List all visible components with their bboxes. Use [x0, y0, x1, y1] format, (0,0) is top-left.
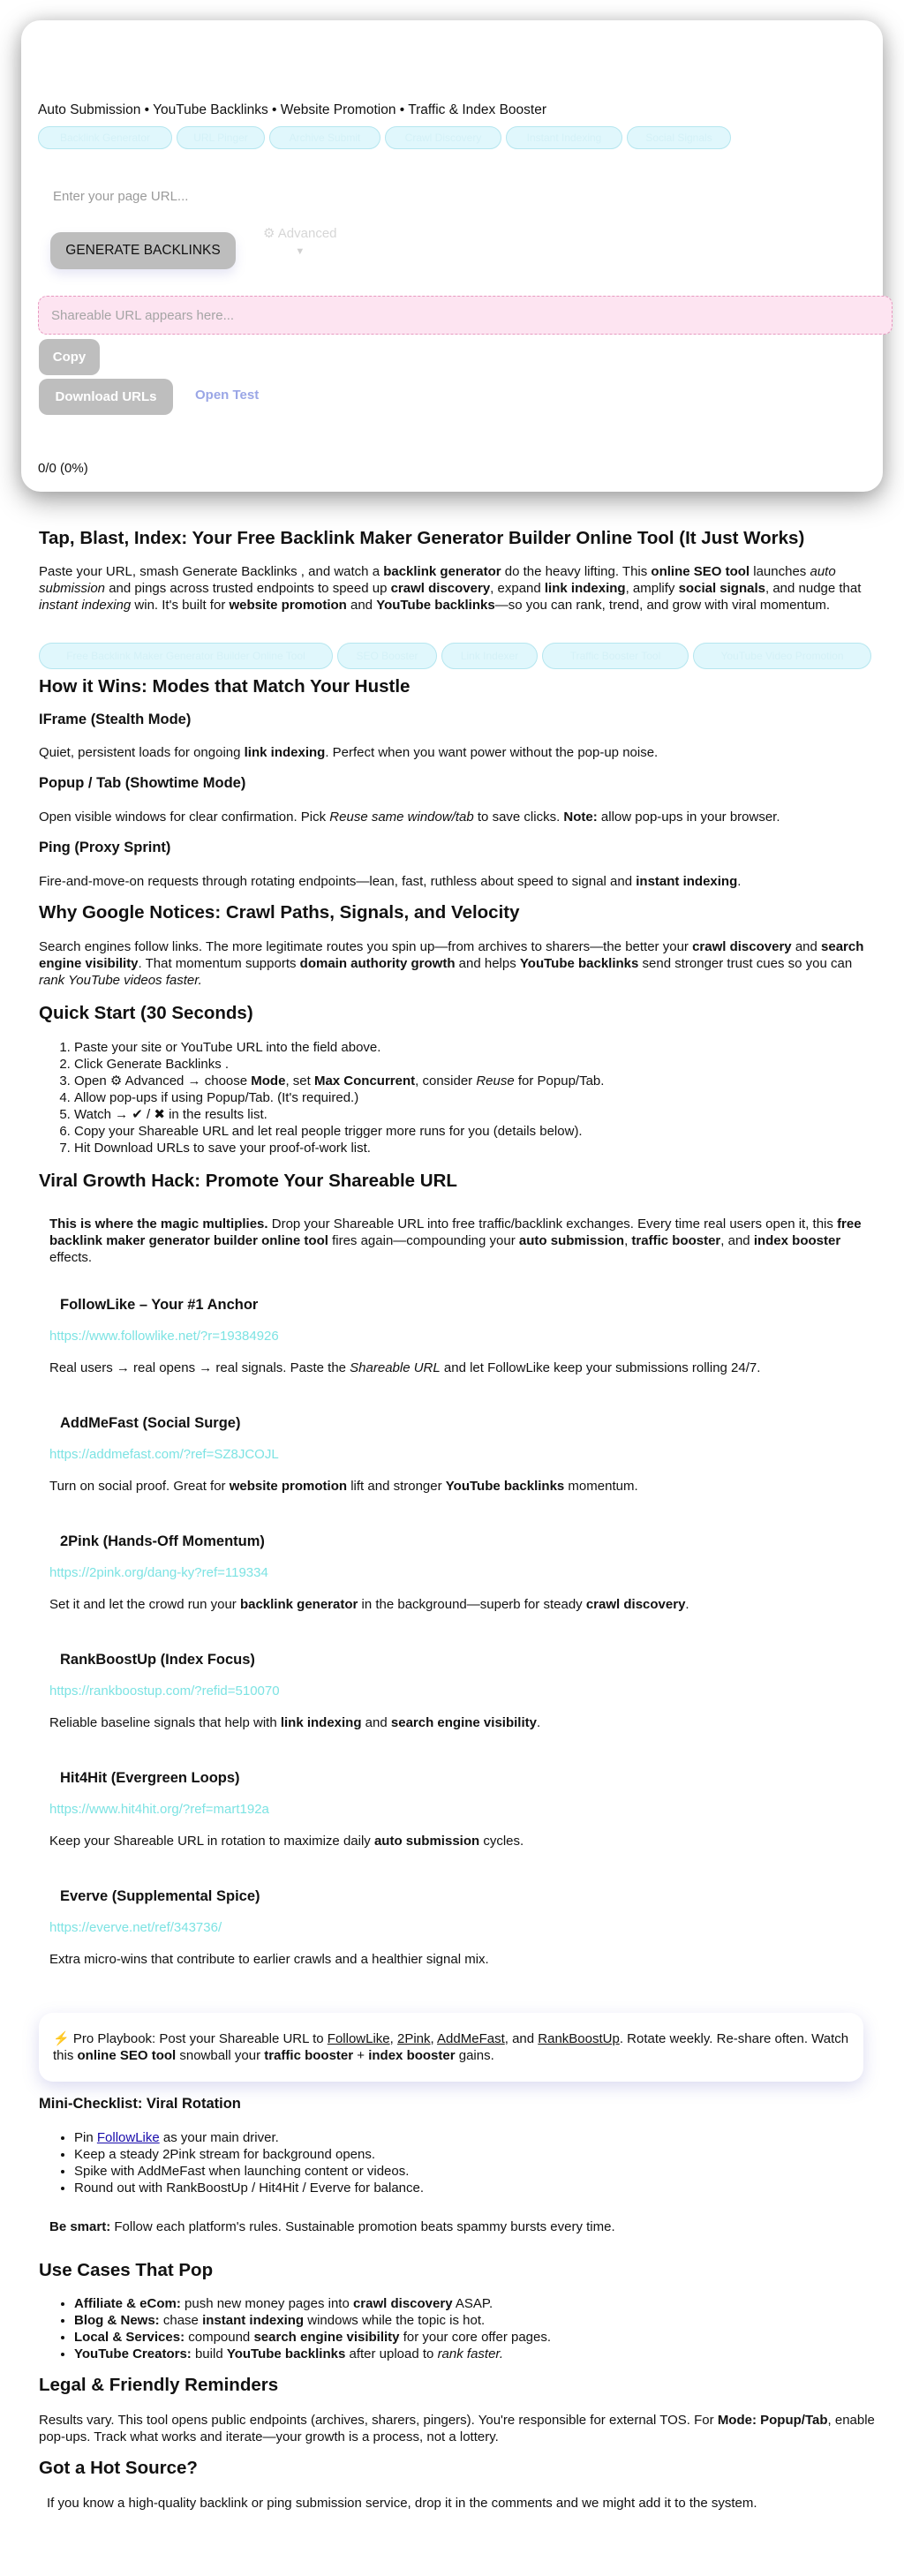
- quickstart-step: 2. Click Generate Backlinks .: [74, 1056, 878, 1073]
- quickstart-step: 5. Watch → ✔ / ✖ in the results list.: [74, 1106, 878, 1123]
- feature-chip: Crawl Discovery: [385, 126, 501, 149]
- shareable-url-field[interactable]: [38, 296, 893, 335]
- checklist-item: • Keep a steady 2Pink stream for background opens.: [74, 2146, 878, 2163]
- chevron-down-icon: ▼: [295, 246, 305, 257]
- platform-heading-2pink: 2Pink (Hands-Off Momentum): [60, 1533, 265, 1549]
- platform-heading-everve: Everve (Supplemental Spice): [60, 1888, 260, 1904]
- intro-paragraph: Paste your URL, smash Generate Backlinks , and watch a backlink generator do the heavy lifting. This online SEO tool launches auto submission and pings across trusted endpoints to speed up crawl discovery, expand link indexing, amplify social signals, and nudge that instant indexing win. It's built for website promotion and YouTube backlinks—so you can rank, trend, and grow with viral momentum.: [39, 564, 862, 613]
- copy-button[interactable]: Copy: [39, 339, 100, 375]
- everve-link[interactable]: https://everve.net/ref/343736/: [49, 1920, 222, 1935]
- addmefast-anchor[interactable]: AddMeFast: [437, 2031, 505, 2046]
- 2pink-link[interactable]: https://2pink.org/dang-ky?ref=119334: [49, 1565, 268, 1580]
- feature-chips: [38, 126, 731, 149]
- pro-playbook-callout: ⚡ Pro Playbook: Post your Shareable URL to FollowLike, 2Pink, AddMeFast, and RankBoostUp. Rotate weekly. Re-share often. Watch this online SEO tool snowball your traffic booster + index booster gains.: [39, 2013, 863, 2082]
- be-smart-note: Be smart: Follow each platform's rules. Sustainable promotion beats spammy bursts every time.: [49, 2219, 615, 2234]
- shareable-url-placeholder: Shareable URL appears here...: [51, 307, 235, 323]
- platform-heading-followlike: FollowLike – Your #1 Anchor: [60, 1297, 259, 1313]
- 2pink-anchor[interactable]: 2Pink: [397, 2031, 431, 2046]
- viral-intro: This is where the magic multiplies. Drop your Shareable URL into free traffic/backlink exchanges. Every time real users open it, this free backlink maker generator builder online tool fires again—compounding your auto submission, traffic booster, and index booster effects.: [49, 1216, 862, 1265]
- tool-tagline: Auto Submission • YouTube Backlinks • Website Promotion • Traffic & Index Booster: [38, 102, 547, 117]
- followlike-link[interactable]: https://www.followlike.net/?r=19384926: [49, 1329, 279, 1344]
- backlink-tool-card: [21, 20, 883, 492]
- usecase-item: • YouTube Creators: build YouTube backlinks after upload to rank faster.: [74, 2346, 878, 2362]
- feature-chip: Archive Submit: [269, 126, 380, 149]
- platform-heading-addmefast: AddMeFast (Social Surge): [60, 1415, 241, 1431]
- keyword-chip: YouTube Video Promotion: [693, 643, 871, 669]
- checklist-heading: Mini-Checklist: Viral Rotation: [39, 2096, 241, 2112]
- feature-chip: URL Pinger: [177, 126, 265, 149]
- rankboostup-anchor[interactable]: RankBoostUp: [538, 2031, 620, 2046]
- page-url-input[interactable]: [51, 179, 496, 213]
- quickstart-step: 1. Paste your site or YouTube URL into the field above.: [74, 1039, 878, 1056]
- followlike-text: Real users → real opens → real signals. Paste the Shareable URL and let FollowLike keep your submissions rolling 24/7.: [49, 1360, 761, 1375]
- checklist-list: [39, 2129, 878, 2196]
- usecase-item: • Affiliate & eCom: push new money pages into crawl discovery ASAP.: [74, 2295, 878, 2312]
- popup-mode-text: Open visible windows for clear confirmation. Pick Reuse same window/tab to save clicks. Note: allow pop-ups in your browser.: [39, 810, 780, 825]
- download-urls-button[interactable]: Download URLs: [39, 379, 173, 415]
- keyword-chip: Free Backlink Maker Generator Builder Online Tool: [39, 643, 333, 669]
- addmefast-link[interactable]: https://addmefast.com/?ref=SZ8JCOJL: [49, 1447, 279, 1462]
- legal-heading: Legal & Friendly Reminders: [39, 2375, 279, 2395]
- google-heading: Why Google Notices: Crawl Paths, Signals, and Velocity: [39, 902, 520, 923]
- quickstart-steps: [39, 1039, 878, 1156]
- keyword-chips: [39, 643, 871, 669]
- feature-chip: Instant Indexing: [506, 126, 622, 149]
- keyword-chip: Traffic Booster Tool: [542, 643, 689, 669]
- usecase-item: • Blog & News: chase instant indexing windows while the topic is hot.: [74, 2312, 878, 2329]
- legal-text: Results vary. This tool opens public endpoints (archives, sharers, pingers). You're responsible for external TOS. For Mode: Popup/Tab, enable pop-ups. Track what works and iterate—your growth is a process, not a lottery.: [39, 2413, 875, 2444]
- keyword-chip: Link Indexer: [441, 643, 538, 669]
- quickstart-heading: Quick Start (30 Seconds): [39, 1003, 253, 1023]
- lightning-icon: ⚡ Pro Playbook: Post your Shareable URL to: [53, 2031, 328, 2046]
- popup-mode-heading: Popup / Tab (Showtime Mode): [39, 775, 246, 791]
- ping-mode-heading: Ping (Proxy Sprint): [39, 840, 171, 855]
- followlike-checklist-link[interactable]: FollowLike: [96, 2130, 160, 2145]
- hot-source-heading: Got a Hot Source?: [39, 2458, 198, 2478]
- ping-mode-text: Fire-and-move-on requests through rotating endpoints—lean, fast, ruthless about speed to signal and instant indexing.: [39, 874, 742, 889]
- usecases-heading: Use Cases That Pop: [39, 2260, 214, 2280]
- iframe-mode-heading: IFrame (Stealth Mode): [39, 712, 192, 727]
- iframe-mode-text: Quiet, persistent loads for ongoing link indexing. Perfect when you want power without the pop-up noise.: [39, 745, 659, 760]
- platform-heading-rankboostup: RankBoostUp (Index Focus): [60, 1652, 255, 1668]
- checklist-item: • Round out with RankBoostUp / Hit4Hit / Everve for balance.: [74, 2180, 878, 2196]
- google-text: Search engines follow links. The more legitimate routes you spin up—from archives to sharers—the better your crawl discovery and search engine visibility. That momentum supports domain authority growth and helps YouTube backlinks send stronger trust cues so you can rank YouTube videos faster.: [39, 939, 864, 988]
- 2pink-text: Set it and let the crowd run your backlink generator in the background—superb for steady crawl discovery.: [49, 1597, 689, 1612]
- intro-heading: Tap, Blast, Index: Your Free Backlink Maker Generator Builder Online Tool (It Just Works): [39, 528, 805, 548]
- addmefast-text: Turn on social proof. Great for website promotion lift and stronger YouTube backlinks momentum.: [49, 1479, 638, 1494]
- advanced-label: ⚙ Advanced: [263, 226, 337, 241]
- hot-source-text: If you know a high-quality backlink or ping submission service, drop it in the comments and we might add it to the system.: [47, 2496, 757, 2511]
- generate-backlinks-button[interactable]: GENERATE BACKLINKS: [50, 232, 236, 269]
- modes-heading: How it Wins: Modes that Match Your Hustle: [39, 676, 411, 697]
- usecases-list: [39, 2295, 878, 2362]
- checklist-item: • Pin FollowLike as your main driver.: [74, 2129, 878, 2146]
- checklist-item: • Spike with AddMeFast when launching content or videos.: [74, 2163, 878, 2180]
- platform-heading-hit4hit: Hit4Hit (Evergreen Loops): [60, 1770, 240, 1786]
- progress-counter: 0/0 (0%): [38, 461, 88, 476]
- open-test-link[interactable]: Open Test: [195, 388, 260, 403]
- feature-chip: Social Signals: [627, 126, 731, 149]
- everve-text: Extra micro-wins that contribute to earlier crawls and a healthier signal mix.: [49, 1952, 489, 1967]
- usecase-item: • Local & Services: compound search engine visibility for your core offer pages.: [74, 2329, 878, 2346]
- hit4hit-link[interactable]: https://www.hit4hit.org/?ref=mart192a: [49, 1802, 269, 1817]
- quickstart-step: 3. Open ⚙ Advanced → choose Mode, set Max Concurrent, consider Reuse for Popup/Tab.: [74, 1073, 878, 1089]
- hit4hit-text: Keep your Shareable URL in rotation to maximize daily auto submission cycles.: [49, 1834, 524, 1849]
- quickstart-step: 4. Allow pop-ups if using Popup/Tab. (It's required.): [74, 1089, 878, 1106]
- feature-chip: Backlink Generator: [38, 126, 172, 149]
- followlike-anchor[interactable]: FollowLike: [327, 2031, 390, 2046]
- viral-heading: Viral Growth Hack: Promote Your Shareable URL: [39, 1171, 457, 1191]
- keyword-chip: SEO Booster: [337, 643, 437, 669]
- rankboostup-text: Reliable baseline signals that help with link indexing and search engine visibility.: [49, 1715, 541, 1730]
- rankboostup-link[interactable]: https://rankboostup.com/?refid=510070: [49, 1683, 280, 1699]
- quickstart-step: 6. Copy your Shareable URL and let real people trigger more runs for you (details below).: [74, 1123, 878, 1140]
- quickstart-step: 7. Hit Download URLs to save your proof-of-work list.: [74, 1140, 878, 1156]
- advanced-toggle[interactable]: [263, 225, 337, 257]
